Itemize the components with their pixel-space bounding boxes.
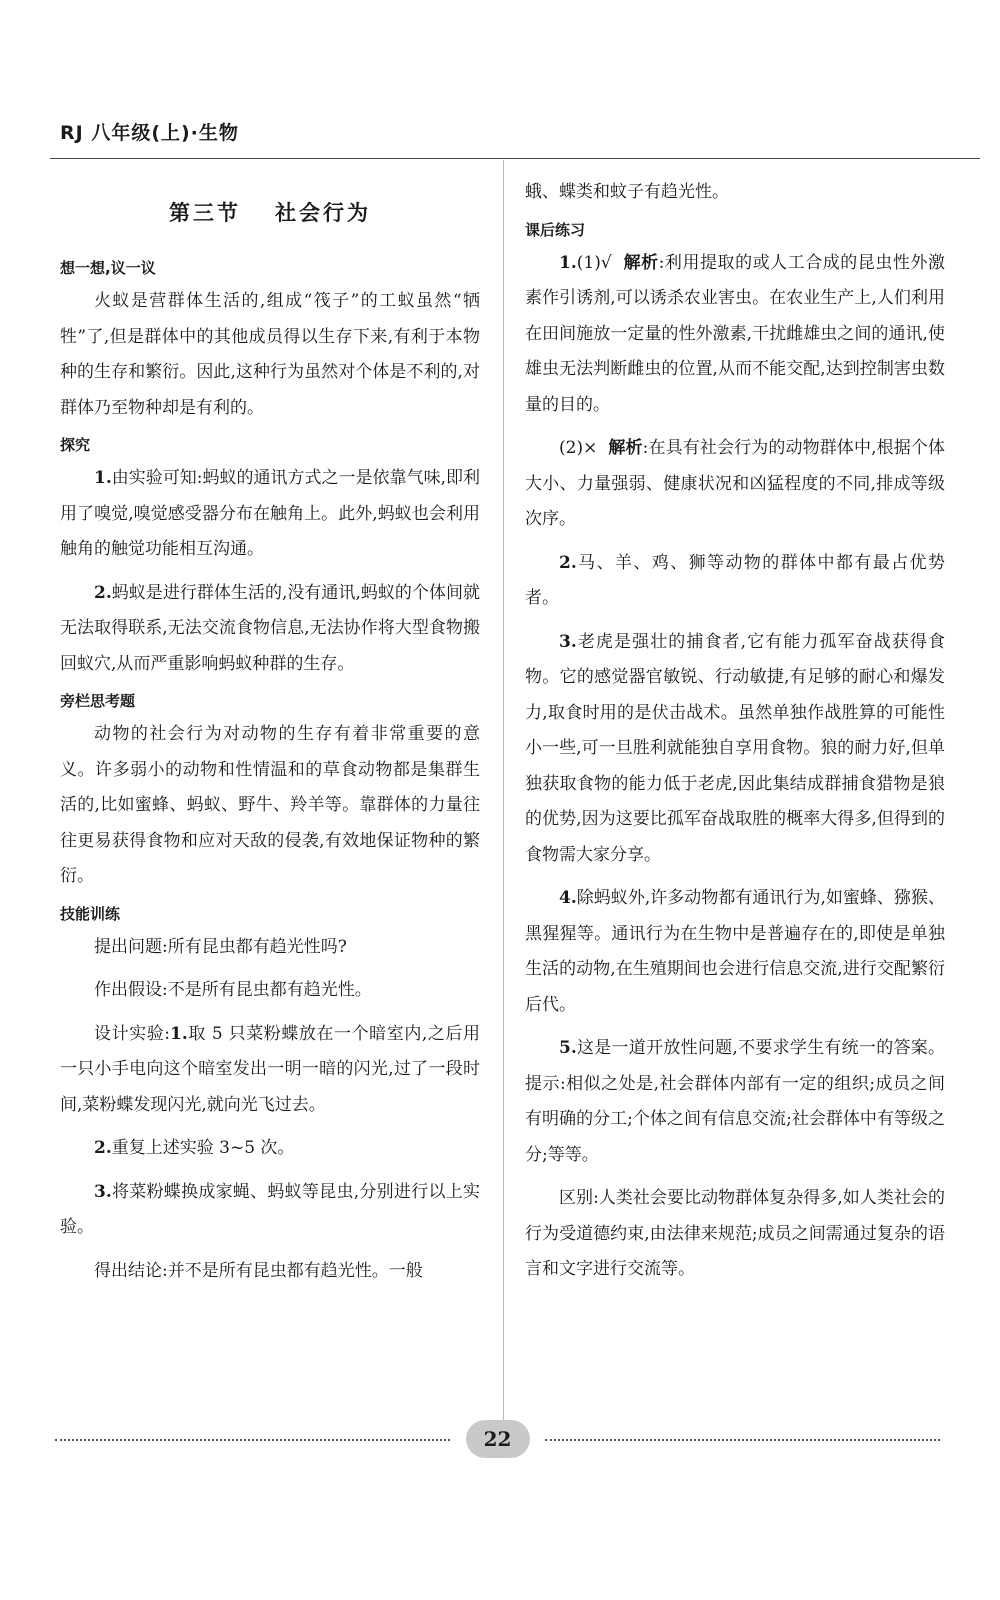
paragraph: 2.蚂蚁是进行群体生活的,没有通讯,蚂蚁的个体间就无法取得联系,无法交流食物信息,无法协作将大型食物搬回蚁穴,从而严重影响蚂蚁种群的生存。 bbox=[60, 582, 480, 674]
answer-1-1: 1.(1)√ 解析:利用提取的或人工合成的昆虫性外激素作引诱剂,可以诱杀农业害虫。在农业生产上,人们利用在田间施放一定量的性外激素,干扰雌雄虫之间的通讯,使雄虫无法判断雌虫的位置,从而不能交配,达到控制害虫数量的目的。 bbox=[525, 252, 945, 415]
answer-2: 2.马、羊、鸡、狮等动物的群体中都有最占优势者。 bbox=[525, 552, 945, 608]
paragraph: 动物的社会行为对动物的生存有着非常重要的意义。许多弱小的动物和性情温和的草食动物都是集群生活的,比如蜜蜂、蚂蚁、野牛、羚羊等。靠群体的力量往往更易获得食物和应对天敌的侵袭,有效地保证物种的繁衍。 bbox=[60, 724, 480, 886]
paragraph: 作出假设:不是所有昆虫都有趋光性。 bbox=[94, 980, 372, 1000]
paragraph: 区别:人类社会要比动物群体复杂得多,如人类社会的行为受道德约束,由法律来规范;成员之间需通过复杂的语言和文字进行交流等。 bbox=[525, 1188, 945, 1279]
paragraph: 提出问题:所有昆虫都有趋光性吗? bbox=[94, 936, 347, 957]
paragraph: 1.由实验可知:蚂蚁的通讯方式之一是依靠气味,即利用了嗅觉,嗅觉感受器分布在触角上。此外,蚂蚁也会利用触角的触觉功能相互沟通。 bbox=[60, 468, 480, 559]
running-header: RJ 八年级(上)·生物 bbox=[60, 122, 239, 144]
heading-skill-training: 技能训练 bbox=[60, 904, 121, 923]
answer-3: 3.老虎是强壮的捕食者,它有能力孤军奋战获得食物。它的感觉器官敏锐、行动敏捷,有足够的耐心和爆发力,取食时用的是伏击战术。虽然单独作战胜算的可能性小一些,可一旦胜利就能独自享用食物。狼的耐力好,但单独获取食物的能力低于老虎,因此集结成群捕食猎物是狼的优势,因为这要比孤军奋战取胜的概率大得多,但得到的食物需大家分享。 bbox=[525, 631, 945, 865]
column-divider bbox=[503, 160, 504, 1420]
heading-think: 想一想,议一议 bbox=[60, 259, 156, 277]
answer-1-2: (2)× 解析:在具有社会行为的动物群体中,根据个体大小、力量强弱、健康状况和凶猛程度的不同,排成等级次序。 bbox=[525, 438, 945, 529]
header-rule bbox=[50, 158, 980, 159]
paragraph: 设计实验:1.取 5 只菜粉蝶放在一个暗室内,之后用一只小手电向这个暗室发出一明一暗的闪光,过了一段时间,菜粉蝶发现闪光,就向光飞过去。 bbox=[60, 1023, 480, 1115]
heading-exercises: 课后练习 bbox=[525, 220, 586, 239]
paragraph: 蛾、蝶类和蚊子有趋光性。 bbox=[525, 182, 729, 202]
footer-dots-right bbox=[545, 1439, 940, 1441]
section-title: 第三节 社会行为 bbox=[169, 200, 371, 225]
page-footer bbox=[55, 1420, 940, 1460]
answer-4: 4.除蚂蚁外,许多动物都有通讯行为,如蜜蜂、猕猴、黑猩猩等。通讯行为在生物中是普遍存在的,即使是单独生活的动物,在生殖期间也会进行信息交流,进行交配繁衍后代。 bbox=[525, 888, 945, 1015]
heading-sidebar-question: 旁栏思考题 bbox=[60, 692, 136, 710]
right-column bbox=[525, 175, 945, 1296]
footer-dots-left bbox=[55, 1439, 450, 1441]
answer-5: 5.这是一道开放性问题,不要求学生有统一的答案。提示:相似之处是,社会群体内部有一定的组织;成员之间有明确的分工;个体之间有信息交流;社会群体中有等级之分;等等。 bbox=[525, 1038, 945, 1165]
heading-explore: 探究 bbox=[60, 436, 91, 454]
paragraph: 得出结论:并不是所有昆虫都有趋光性。一般 bbox=[94, 1260, 423, 1281]
left-column bbox=[60, 175, 480, 1297]
paragraph: 2.重复上述实验 3~5 次。 bbox=[94, 1138, 295, 1158]
paragraph: 火蚁是营群体生活的,组成“筏子”的工蚁虽然“牺牲”了,但是群体中的其他成员得以生存下来,有利于本物种的生存和繁衍。因此,这种行为虽然对个体是不利的,对群体乃至物种却是有利的。 bbox=[60, 291, 480, 418]
paragraph: 3.将菜粉蝶换成家蝇、蚂蚁等昆虫,分别进行以上实验。 bbox=[60, 1181, 480, 1237]
page-number: 22 bbox=[466, 1420, 530, 1458]
